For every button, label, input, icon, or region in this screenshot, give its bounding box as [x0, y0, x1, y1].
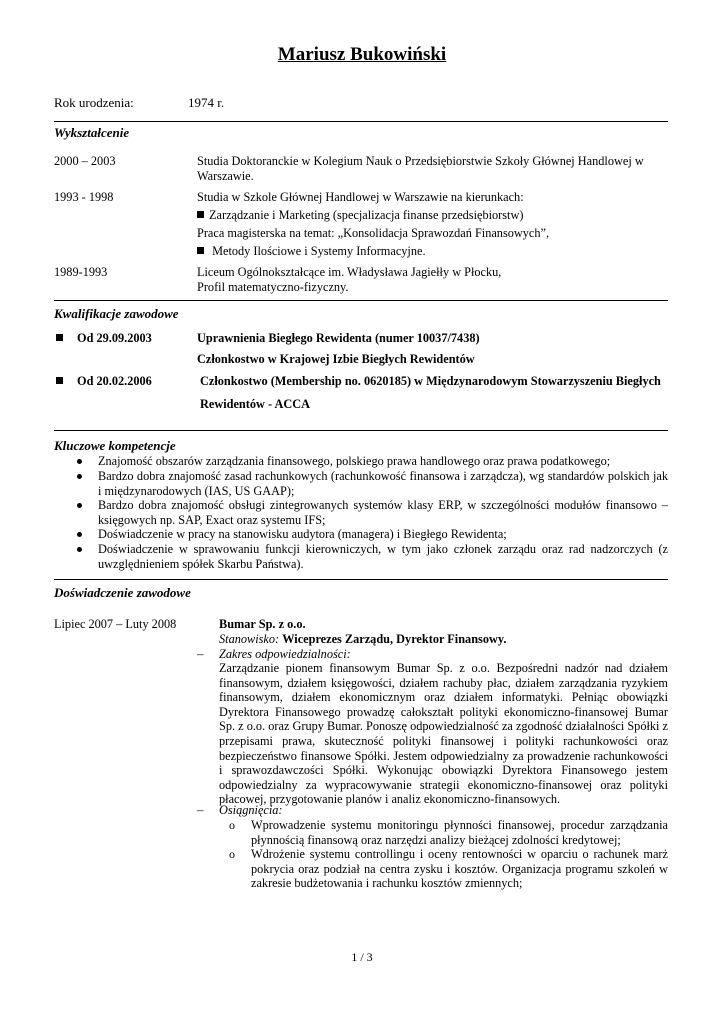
square-bullet-icon — [197, 247, 204, 254]
square-bullet-icon — [56, 377, 63, 384]
company-name: Bumar Sp. z o.o. — [219, 617, 306, 631]
competence-item: Znajomość obszarów zarządzania finansowego, polskiego prawa handlowego oraz prawa podatkowego; — [98, 454, 611, 468]
competence-item: Doświadczenie w pracy na stanowisku audytora (managera) i Biegłego Rewidenta; — [98, 527, 507, 541]
education-text: Studia Doktoranckie w Kolegium Nauk o Przedsiębiorstwie Szkoły Głównej Handlowej w Warszawie. — [197, 154, 644, 183]
education-period: 1993 - 1998 — [54, 190, 114, 204]
education-text: Liceum Ogólnokształcące im. Władysława Jagiełły w Płocku, — [197, 265, 502, 279]
scope-text: Zarządzanie pionem finansowym Bumar Sp. z o.o. Bezpośredni nadzór nad działem finansowym, działem księgowości, działem rachuby płac, działem zarządzania ryzykiem finansowym, działem ekonomicznym oraz działem informatyki. Pełniąc obowiązki Dyrektora Finansowego prowadzę całokształt polityki ekonomiczno-finansowej Bumar Sp. z o.o. oraz Grupy Bumar. Ponoszę odpowiedzialność za zgodność działalności Spółki z przepisami prawa, skuteczność polityki finansowej i polityki rachunkowości oraz bezpieczeństwo finansowe Spółki. Jestem odpowiedzialny za prowadzenie rachunkowości i sprawozdawczości Spółki. Wykonując obowiązki Dyrektora Finansowego jestem odpowiedzialny za wypracowywanie strategii ekonomiczno-finansowej oraz polityki płacowej, przygotowanie planów i analiz ekonomiczno-finansowych. — [219, 661, 668, 807]
education-text: Studia w Szkole Głównej Handlowej w Warszawie na kierunkach: — [197, 190, 524, 204]
divider — [54, 430, 668, 431]
qualification-text: Uprawnienia Biegłego Rewidenta (numer 10037/7438) — [197, 331, 480, 345]
divider — [54, 121, 668, 122]
education-thesis: Praca magisterska na temat: „Konsolidacja Sprawozdań Finansowych”, — [197, 226, 550, 240]
birth-label: Rok urodzenia: — [54, 95, 134, 110]
education-major — [197, 244, 667, 259]
education-text: Profil matematyczno-fizyczny. — [197, 280, 349, 294]
bullet-icon — [77, 459, 82, 464]
square-bullet-icon — [197, 211, 204, 218]
competence-item: Doświadczenie w sprawowaniu funkcji kierowniczych, w tym jako członek zarządu oraz rad nadzorczych (z uwzględnieniem spółek Skarbu Państwa). — [98, 542, 668, 571]
achievements-label: Osiągnięcia: — [219, 803, 283, 817]
scope-label: Zakres odpowiedzialności: — [219, 647, 351, 661]
qualification-date: Od 29.09.2003 — [77, 331, 152, 345]
section-heading-competences: Kluczowe kompetencje — [54, 438, 176, 453]
position-value: Wiceprezes Zarządu, Dyrektor Finansowy. — [282, 632, 507, 646]
education-period: 2000 – 2003 — [54, 154, 116, 168]
education-major-label: Metody Ilościowe i Systemy Informacyjne. — [212, 244, 426, 258]
qualification-text: Rewidentów - ACCA — [200, 397, 310, 411]
experience-period: Lipiec 2007 – Luty 2008 — [54, 617, 177, 631]
birth-value: 1974 r. — [188, 95, 225, 110]
position-line — [219, 632, 506, 647]
circle-bullet-icon: o — [229, 818, 235, 832]
achievement-item: Wdrożenie systemu controllingu i oceny rentowności w oparciu o rachunek marż pokrycia oraz podział na centra zysku i kosztów. Organizacja programu szkoleń w zakresie budżetowania i rachunku kosztów zmiennych; — [251, 847, 668, 891]
qualification-date: Od 20.02.2006 — [77, 374, 152, 388]
bullet-icon — [77, 503, 82, 508]
bullet-icon — [77, 474, 82, 479]
dash-icon: – — [197, 802, 204, 817]
dash-icon: – — [197, 646, 204, 661]
bullet-icon — [77, 547, 82, 552]
achievement-item: Wprowadzenie systemu monitoringu płynności finansowej, procedur zarządzania płynnością finansową oraz narzędzi analizy bieżącej zdolności kredytowej; — [251, 818, 668, 847]
competence-item: Bardzo dobra znajomość obsługi zintegrowanych systemów klasy ERP, w szczególności modułów finansowo – księgowych np. SAP, Exact oraz systemu IFS; — [98, 498, 668, 527]
position-label: Stanowisko: — [219, 632, 280, 646]
page-number: 1 / 3 — [351, 950, 373, 964]
page-title: Mariusz Bukowiński — [277, 44, 447, 65]
qualification-text: Członkostwo (Membership no. 0620185) w Międzynarodowym Stowarzyszeniu Biegłych — [200, 374, 661, 388]
competence-item: Bardzo dobra znajomość zasad rachunkowych (rachunkowość finansowa i zarządcza), wg standardów polskich jak i międzynarodowych (IAS, US GAAP); — [98, 469, 668, 498]
section-heading-experience: Doświadczenie zawodowe — [54, 585, 191, 600]
section-heading-education: Wykształcenie — [54, 125, 130, 140]
qualification-text: Członkostwo w Krajowej Izbie Biegłych Rewidentów — [197, 352, 475, 366]
circle-bullet-icon: o — [229, 847, 235, 861]
bullet-icon — [77, 532, 82, 537]
divider — [54, 300, 668, 301]
divider — [54, 579, 668, 580]
square-bullet-icon — [56, 334, 63, 341]
section-heading-qualifications: Kwalifikacje zawodowe — [54, 306, 179, 321]
education-major — [197, 208, 667, 223]
education-period: 1989-1993 — [54, 265, 108, 279]
education-major-label: Zarządzanie i Marketing (specjalizacja finanse przedsiębiorstw) — [209, 208, 524, 222]
